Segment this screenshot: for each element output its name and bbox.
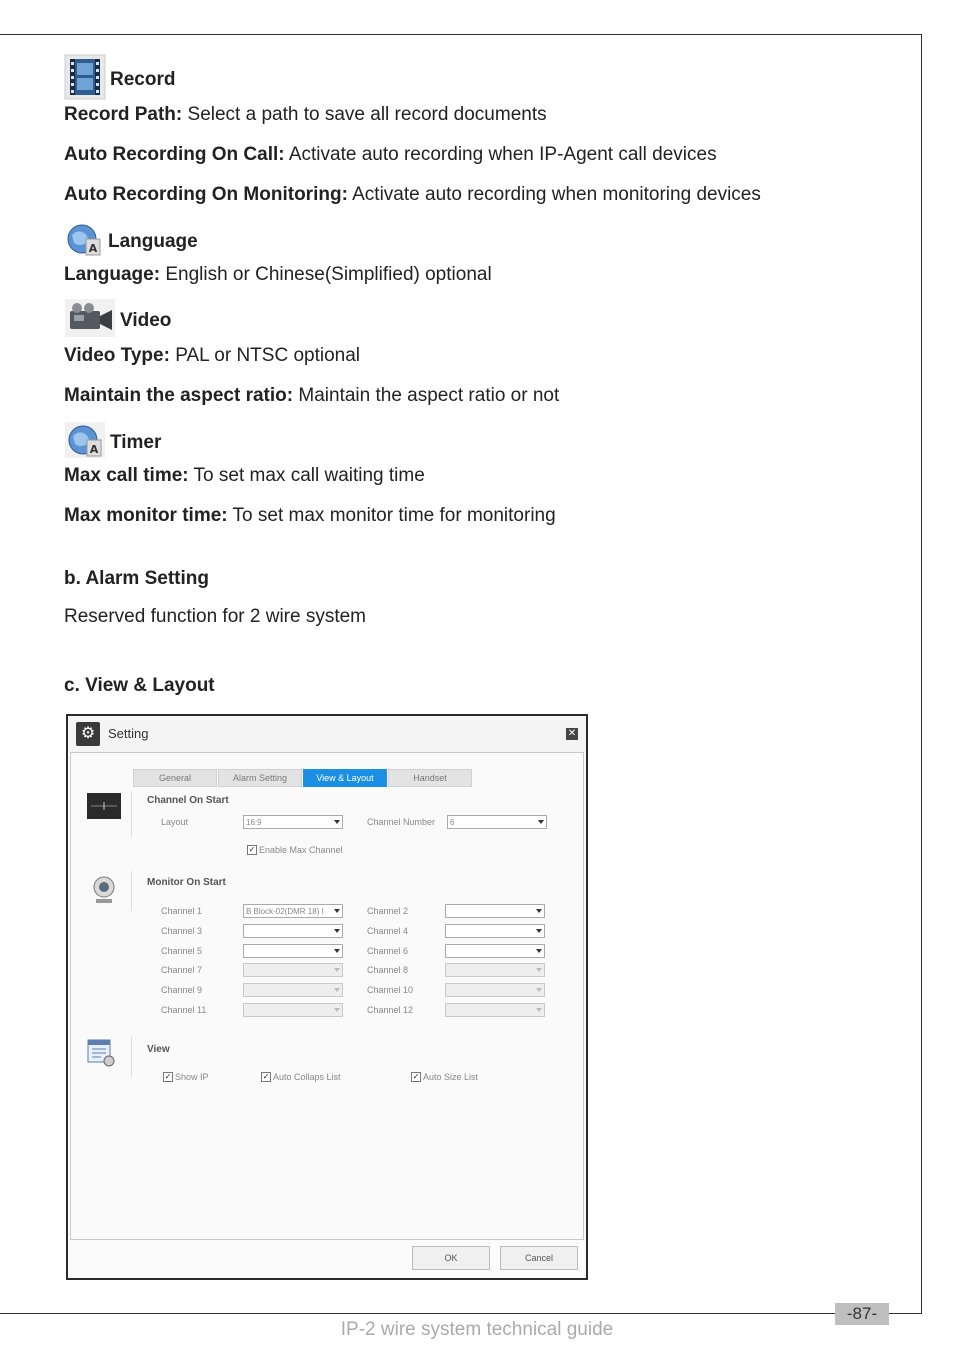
channel-icon bbox=[87, 793, 121, 824]
channel-label: Channel 4 bbox=[367, 926, 409, 936]
layout-value: 16:9 bbox=[246, 818, 262, 827]
enable-max-channel-label: Enable Max Channel bbox=[259, 845, 343, 855]
channel-label: Channel 12 bbox=[367, 1005, 414, 1015]
record-path-line bbox=[64, 104, 547, 126]
record-heading bbox=[64, 54, 175, 106]
video-heading bbox=[64, 298, 171, 344]
channel-4-select[interactable] bbox=[445, 924, 545, 938]
page-number: -87- bbox=[835, 1303, 889, 1325]
video-type-label: Video Type: bbox=[64, 345, 170, 366]
channel-on-start-label: Channel On Start bbox=[147, 795, 229, 806]
channel-number-select[interactable] bbox=[447, 815, 547, 829]
checkmark-icon: ✓ bbox=[262, 1072, 270, 1081]
auto-record-call-label: Auto Recording On Call: bbox=[64, 144, 285, 165]
aspect-ratio-label: Maintain the aspect ratio: bbox=[64, 385, 294, 406]
max-call-label: Max call time: bbox=[64, 465, 189, 486]
channel-2-select[interactable] bbox=[445, 904, 545, 918]
chevron-down-icon bbox=[536, 929, 542, 933]
chevron-down-icon bbox=[536, 909, 542, 913]
tab-view-layout[interactable]: View & Layout bbox=[303, 769, 387, 787]
monitor-on-start-label: Monitor On Start bbox=[147, 877, 226, 888]
channel-11-select[interactable] bbox=[243, 1003, 343, 1017]
language-heading-text: Language bbox=[108, 231, 198, 252]
channel-7-select[interactable] bbox=[243, 963, 343, 977]
webcam-icon bbox=[91, 875, 117, 910]
channel-3-select[interactable] bbox=[243, 924, 343, 938]
max-monitor-line bbox=[64, 505, 556, 527]
alarm-setting-text: Reserved function for 2 wire system bbox=[64, 606, 367, 627]
tab-handset[interactable]: Handset bbox=[388, 769, 472, 787]
dialog-titlebar bbox=[68, 716, 586, 752]
chevron-down-icon bbox=[536, 968, 542, 972]
chevron-down-icon bbox=[334, 1008, 340, 1012]
auto-collaps-list-checkbox[interactable] bbox=[261, 1072, 341, 1082]
chevron-down-icon bbox=[536, 1008, 542, 1012]
page-frame-right bbox=[921, 34, 922, 1314]
record-path-text: Select a path to save all record documents bbox=[182, 104, 547, 125]
alarm-setting-heading: b. Alarm Setting bbox=[64, 568, 209, 589]
separator bbox=[131, 791, 132, 837]
channel-label: Channel 8 bbox=[367, 965, 409, 975]
chevron-down-icon bbox=[334, 909, 340, 913]
chevron-down-icon bbox=[334, 988, 340, 992]
language-text: English or Chinese(Simplified) optional bbox=[160, 264, 492, 285]
channel-label: Channel 3 bbox=[161, 926, 203, 936]
show-ip-label: Show IP bbox=[175, 1072, 209, 1082]
layout-label: Layout bbox=[161, 817, 189, 827]
channel-label: Channel 11 bbox=[161, 1005, 207, 1015]
channel-1-value: B Block-02(DMR 18) I bbox=[246, 907, 324, 916]
page-frame-bottom bbox=[0, 1313, 922, 1314]
chevron-down-icon bbox=[334, 929, 340, 933]
language-heading bbox=[64, 221, 198, 263]
dialog-title: Setting bbox=[108, 726, 149, 741]
checkmark-icon: ✓ bbox=[164, 1072, 172, 1081]
list-settings-icon bbox=[87, 1039, 115, 1072]
tab-alarm-setting[interactable]: Alarm Setting bbox=[218, 769, 302, 787]
record-path-label: Record Path: bbox=[64, 104, 183, 125]
channel-label: Channel 5 bbox=[161, 946, 203, 956]
setting-dialog bbox=[66, 714, 588, 1280]
max-call-text: To set max call waiting time bbox=[188, 465, 425, 486]
channel-10-select[interactable] bbox=[445, 983, 545, 997]
tab-general[interactable]: General bbox=[133, 769, 217, 787]
channel-label: Channel 2 bbox=[367, 906, 409, 916]
channel-6-select[interactable] bbox=[445, 944, 545, 958]
film-icon bbox=[64, 54, 106, 106]
max-monitor-label: Max monitor time: bbox=[64, 505, 228, 526]
channel-number-value: 6 bbox=[450, 818, 455, 827]
video-heading-text: Video bbox=[120, 310, 172, 331]
layout-select[interactable] bbox=[243, 815, 343, 829]
channel-label: Channel 9 bbox=[161, 985, 203, 995]
auto-record-monitor-text: Activate auto recording when monitoring devices bbox=[347, 184, 761, 205]
timer-heading bbox=[64, 421, 161, 465]
auto-record-monitor-label: Auto Recording On Monitoring: bbox=[64, 184, 348, 205]
channel-9-select[interactable] bbox=[243, 983, 343, 997]
enable-max-channel-checkbox[interactable] bbox=[247, 845, 343, 855]
channel-label: Channel 1 bbox=[161, 906, 203, 916]
chevron-down-icon bbox=[334, 949, 340, 953]
chevron-down-icon bbox=[334, 820, 340, 824]
channel-1-select[interactable] bbox=[243, 904, 343, 918]
chevron-down-icon bbox=[334, 968, 340, 972]
language-line bbox=[64, 264, 492, 286]
max-call-line bbox=[64, 465, 425, 487]
globe-icon bbox=[64, 221, 104, 263]
channel-label: Channel 7 bbox=[161, 965, 203, 975]
timer-heading-text: Timer bbox=[110, 432, 162, 453]
view-label: View bbox=[147, 1044, 170, 1055]
separator bbox=[131, 1037, 132, 1077]
auto-collaps-list-label: Auto Collaps List bbox=[273, 1072, 341, 1082]
close-icon[interactable]: ✕ bbox=[567, 728, 577, 739]
auto-size-list-label: Auto Size List bbox=[423, 1072, 479, 1082]
auto-size-list-checkbox[interactable] bbox=[411, 1072, 478, 1082]
channel-number-label: Channel Number bbox=[367, 817, 436, 827]
page-frame-top bbox=[0, 34, 922, 35]
cancel-button[interactable]: Cancel bbox=[500, 1246, 578, 1270]
show-ip-checkbox[interactable] bbox=[163, 1072, 209, 1082]
channel-label: Channel 10 bbox=[367, 985, 414, 995]
chevron-down-icon bbox=[536, 988, 542, 992]
separator bbox=[131, 871, 132, 911]
auto-record-call-line bbox=[64, 144, 717, 166]
footer-text: IP-2 wire system technical guide bbox=[340, 1319, 614, 1340]
max-monitor-text: To set max monitor time for monitoring bbox=[227, 505, 556, 526]
video-type-line bbox=[64, 345, 360, 367]
checkmark-icon: ✓ bbox=[412, 1072, 420, 1081]
tab-bar bbox=[133, 769, 473, 787]
record-heading-text: Record bbox=[110, 69, 176, 90]
globe-icon bbox=[64, 421, 106, 465]
auto-record-monitor-line bbox=[64, 184, 761, 206]
ok-button[interactable]: OK bbox=[412, 1246, 490, 1270]
svg-text:A: A bbox=[88, 242, 98, 255]
chevron-down-icon bbox=[536, 949, 542, 953]
language-label: Language: bbox=[64, 264, 161, 285]
channel-12-select[interactable] bbox=[445, 1003, 545, 1017]
aspect-ratio-text: Maintain the aspect ratio or not bbox=[293, 385, 560, 406]
dialog-body bbox=[70, 752, 584, 1240]
video-type-text: PAL or NTSC optional bbox=[169, 345, 361, 366]
gear-icon: ⚙ bbox=[76, 722, 100, 746]
auto-record-call-text: Activate auto recording when IP-Agent call devices bbox=[284, 144, 717, 165]
channel-label: Channel 6 bbox=[367, 946, 409, 956]
checkmark-icon: ✓ bbox=[248, 845, 256, 854]
channel-8-select[interactable] bbox=[445, 963, 545, 977]
channel-5-select[interactable] bbox=[243, 944, 343, 958]
view-layout-heading: c. View & Layout bbox=[64, 675, 215, 696]
aspect-ratio-line bbox=[64, 385, 559, 407]
chevron-down-icon bbox=[538, 820, 544, 824]
video-camera-icon bbox=[64, 298, 116, 344]
svg-text:A: A bbox=[89, 443, 99, 456]
